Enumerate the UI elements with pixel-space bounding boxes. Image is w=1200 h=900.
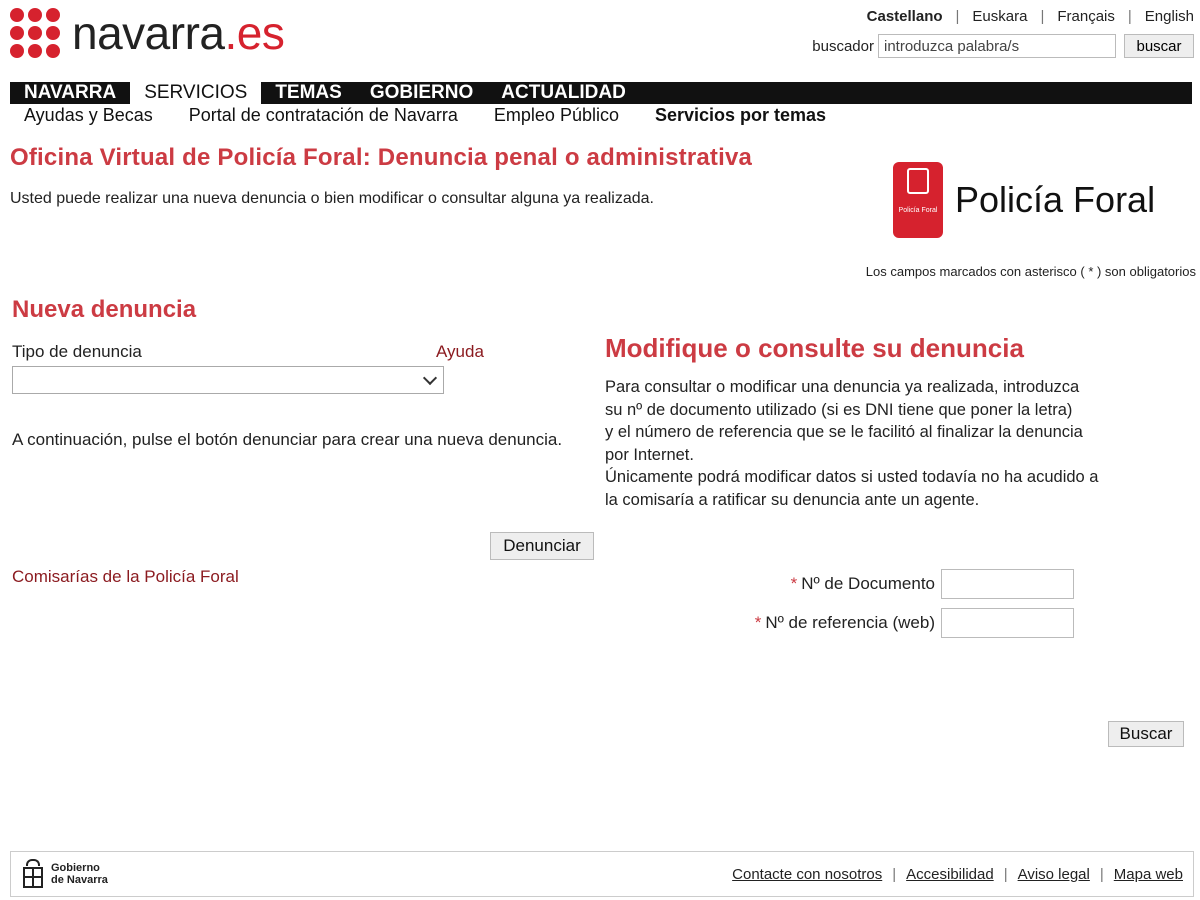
lang-francais[interactable]: Français [1057,8,1115,25]
subnav-empleo-publico[interactable]: Empleo Público [493,105,619,125]
separator: | [1127,8,1132,25]
footer-link-legal[interactable]: Aviso legal [1017,865,1090,883]
document-number-field [791,569,1074,599]
gobierno-navarra-logo[interactable] [21,859,108,889]
shield-caption: Policía Foral [898,207,938,214]
modify-complaint-heading: Modifique o consulte su denuncia [605,333,1024,363]
subnav-portal-contratacion[interactable]: Portal de contratación de Navarra [188,105,458,125]
separator: | [955,8,960,25]
policia-foral-logo [893,162,1155,238]
nav-navarra[interactable]: NAVARRA [24,82,117,103]
footer-link-accessibility[interactable]: Accesibilidad [906,865,994,883]
police-stations-link[interactable]: Comisarías de la Policía Foral [12,567,239,586]
document-number-input[interactable] [941,569,1074,599]
chevron-down-icon [423,370,437,384]
separator: | [1040,8,1045,25]
modify-instructions [605,376,1200,511]
separator: | [1099,865,1104,883]
separator: | [892,865,897,883]
required-fields-note: Los campos marcados con asterisco ( * ) son obligatorios [865,264,1196,279]
required-mark: * [790,574,798,593]
new-complaint-instructions: A continuación, pulse el botón denunciar para crear una nueva denuncia. [12,430,563,449]
lang-castellano[interactable]: Castellano [866,8,943,25]
footer [10,851,1194,897]
site-logo[interactable] [10,8,284,58]
required-mark: * [754,613,762,632]
instruction-line: y el número de referencia que se le facilitó al finalizar la denuncia [605,423,1083,441]
help-link[interactable]: Ayuda [436,342,484,361]
search-button[interactable]: buscar [1124,34,1194,58]
sub-nav [24,105,862,126]
lang-english[interactable]: English [1144,8,1194,25]
nav-gobierno[interactable]: GOBIERNO [369,82,474,103]
subnav-servicios-temas[interactable]: Servicios por temas [654,105,827,125]
search-label: buscador [812,37,874,55]
complaint-type-select[interactable] [12,366,444,394]
reference-number-input[interactable] [941,608,1074,638]
instruction-line: su nº de documento utilizado (si es DNI tiene que poner la letra) [605,400,1073,419]
footer-links [732,866,1183,883]
footer-link-sitemap[interactable]: Mapa web [1113,865,1183,883]
nav-servicios[interactable]: SERVICIOS [130,82,261,104]
nav-actualidad[interactable]: ACTUALIDAD [501,82,626,103]
policia-foral-wordmark: Policía Foral [955,179,1156,220]
new-complaint-heading: Nueva denuncia [12,296,197,323]
instruction-line: por Internet. [605,445,694,464]
separator: | [1003,865,1008,883]
document-number-label: Nº de Documento [801,574,935,593]
main-nav [10,82,1192,104]
footer-link-contact[interactable]: Contacte con nosotros [732,865,883,883]
gobierno-navarra-text: Gobierno de Navarra [51,862,108,886]
buscar-button[interactable]: Buscar [1108,721,1184,747]
instruction-line: Para consultar o modificar una denuncia ya realizada, introduzca [605,378,1080,396]
shield-icon [893,162,943,238]
denunciar-button[interactable]: Denunciar [490,532,594,560]
reference-number-label: Nº de referencia (web) [765,613,935,632]
page-title: Oficina Virtual de Policía Foral: Denuncia penal o administrativa [10,144,753,171]
page-intro: Usted puede realizar una nueva denuncia o bien modificar o consultar alguna ya realizada. [10,190,654,207]
site-search [812,34,1194,58]
complaint-type-label: Tipo de denuncia [12,342,142,361]
logo-wordmark: navarra.es [72,7,285,59]
logo-dots-icon [10,8,60,58]
language-switcher [854,8,1194,25]
crest-icon [21,859,45,889]
lang-euskara[interactable]: Euskara [972,8,1028,25]
subnav-ayudas-becas[interactable]: Ayudas y Becas [24,105,153,125]
instruction-line: la comisaría a ratificar su denuncia ante un agente. [605,490,980,509]
reference-number-field [755,608,1074,638]
nav-temas[interactable]: TEMAS [275,82,342,103]
search-input[interactable] [878,34,1116,58]
instruction-line: Únicamente podrá modificar datos si usted todavía no ha acudido a [605,468,1099,486]
